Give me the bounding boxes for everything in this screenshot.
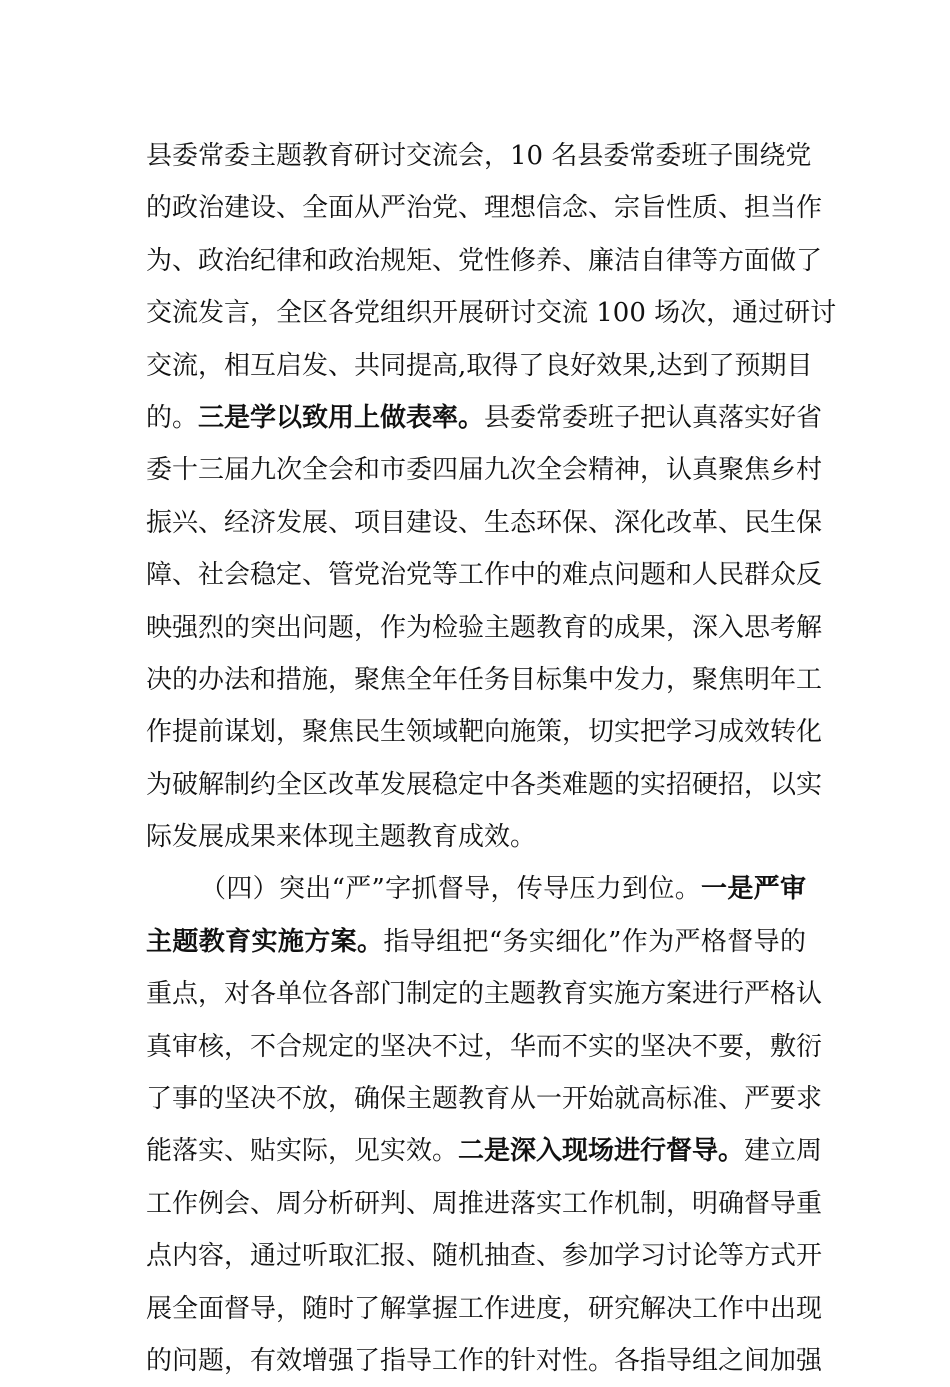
text-span: 的问题，有效增强了指导工作的针对性。各指导组之间加强 [146, 1345, 823, 1376]
text-span: 点内容，通过听取汇报、随机抽查、参加学习讨论等方式开 [146, 1241, 823, 1272]
text-span: 障、社会稳定、管党治党等工作中的难点问题和人民群众反 [146, 560, 823, 591]
text-span: 为破解制约全区改革发展稳定中各类难题的实招硬招，以实 [146, 769, 823, 800]
bold-text-span: 三是学以致用上做表率。 [198, 402, 485, 433]
text-line [146, 602, 823, 654]
text-line [146, 235, 823, 287]
text-line [146, 497, 823, 549]
text-line [146, 1125, 823, 1177]
text-span: 的政治建设、全面从严治党、理想信念、宗旨性质、担当作 [146, 193, 823, 224]
text-line [146, 340, 813, 392]
text-line [146, 392, 823, 444]
text-span: 为、政治纪律和政治规矩、党性修养、廉洁自律等方面做了 [146, 245, 823, 276]
text-span: 际发展成果来体现主题教育成效。 [146, 822, 537, 853]
text-line [146, 1178, 823, 1230]
text-line [146, 811, 806, 863]
text-span: （四）突出“严”字抓督导，传导压力到位。 [200, 874, 702, 905]
text-span: 能落实、贴实际，见实效。 [146, 1136, 459, 1167]
text-line [146, 287, 837, 339]
text-line [146, 916, 806, 968]
text-span: 县委常委主题教育研讨交流会，10 名县委常委班子围绕党 [146, 141, 812, 171]
text-span: 县委常委班子把认真落实好省 [484, 402, 823, 433]
text-line [146, 1283, 823, 1335]
text-span: 指导组把“务实细化”作为严格督导的 [383, 926, 806, 957]
text-line [146, 549, 823, 601]
text-line [146, 1021, 823, 1073]
text-line [146, 1230, 823, 1282]
text-span: 决的办法和措施，聚焦全年任务目标集中发力，聚焦明年工 [146, 664, 823, 695]
text-span: 振兴、经济发展、项目建设、生态环保、深化改革、民生保 [146, 507, 823, 538]
text-span: 真审核，不合规定的坚决不过，华而不实的坚决不要，敷衍 [146, 1031, 823, 1062]
bold-text-span: 二是深入现场进行督导。 [458, 1136, 745, 1167]
text-span: 重点，对各单位各部门制定的主题教育实施方案进行严格认 [146, 979, 823, 1010]
text-line [146, 182, 823, 234]
body-text [146, 130, 837, 1387]
text-line [146, 654, 823, 706]
text-line [146, 1335, 823, 1387]
text-span: 工作例会、周分析研判、周推进落实工作机制，明确督导重 [146, 1188, 823, 1219]
text-line [146, 130, 812, 182]
text-span: 委十三届九次全会和市委四届九次全会精神，认真聚焦乡村 [146, 455, 823, 486]
text-span: 映强烈的突出问题，作为检验主题教育的成果，深入思考解 [146, 612, 823, 643]
text-line [146, 1073, 823, 1125]
text-span: 建立周 [744, 1136, 823, 1167]
text-span: 作提前谋划，聚焦民生领域靶向施策，切实把学习成效转化 [146, 717, 823, 748]
text-span: 展全面督导，随时了解掌握工作进度，研究解决工作中出现 [146, 1293, 823, 1324]
bold-text-span: 主题教育实施方案。 [146, 926, 384, 957]
text-line [146, 968, 823, 1020]
text-line [146, 863, 806, 915]
text-line [146, 444, 823, 496]
text-line [146, 706, 823, 758]
bold-text-span: 一是严审 [701, 874, 806, 905]
text-line [146, 759, 823, 811]
text-span: 了事的坚决不放，确保主题教育从一开始就高标准、严要求 [146, 1084, 823, 1115]
text-span: 交流发言，全区各党组织开展研讨交流 100 场次，通过研讨 [146, 298, 837, 329]
text-span: 的。 [146, 402, 199, 433]
text-span: 交流，相互启发、共同提高,取得了良好效果,达到了预期目 [146, 350, 813, 381]
